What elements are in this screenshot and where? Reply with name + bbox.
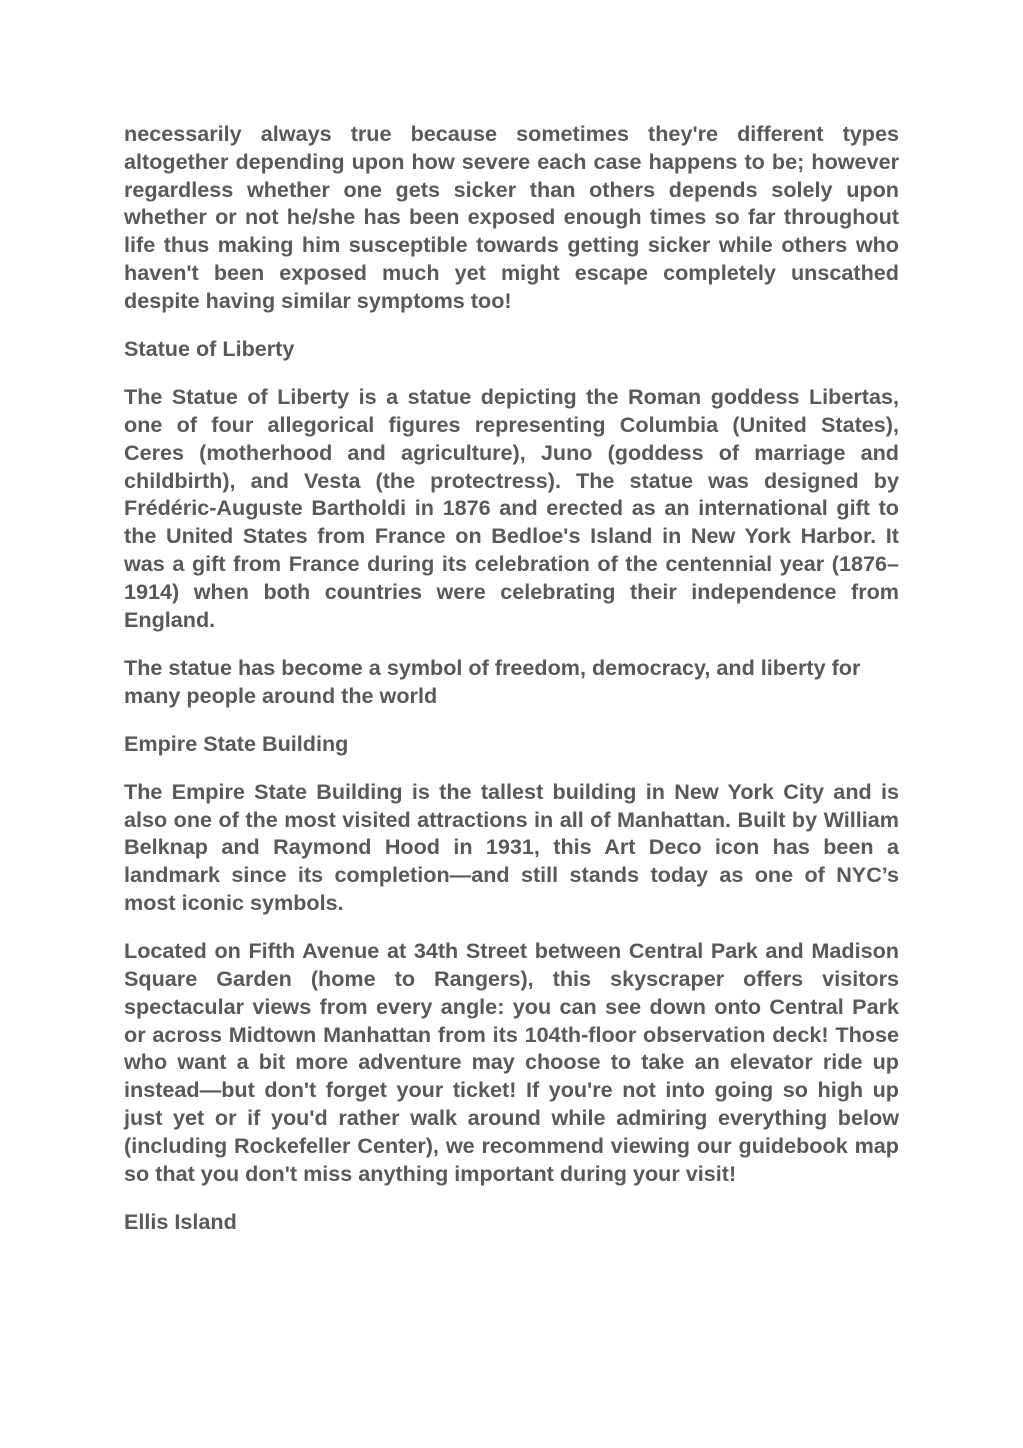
paragraph-intro-continuation: necessarily always true because sometimes they're different types altogether depending upon how severe each case happens to be; however regardless whether one gets sicker than others depends solely upon whether or not he/she has been exposed enough times so far throughout life thus making him susceptible towards getting sicker while others who haven't been exposed much yet might escape completely unscathed despite having similar symptoms too!: [124, 121, 899, 313]
document-page: [124, 120, 899, 1256]
paragraph-statue-of-liberty-symbol: The statue has become a symbol of freedom, democracy, and liberty for many people around the world: [124, 654, 861, 708]
heading-empire-state-building: Empire State Building: [124, 730, 349, 756]
paragraph-empire-state-building-location: Located on Fifth Avenue at 34th Street between Central Park and Madison Square Garden (home to Rangers), this skyscraper offers visitors spectacular views from every angle: you can see down onto Central Park or across Midtown Manhattan from its 104th-floor observation deck! Those who want a bit more adventure may choose to take an elevator ride up instead—but don't forget your ticket! If you're not into going so high up just yet or if you'd rather walk around while admiring everything below (including Rockefeller Center), we recommend viewing our guidebook map so that you don't miss anything important during your visit!: [124, 938, 899, 1186]
paragraph-statue-of-liberty-description: The Statue of Liberty is a statue depicting the Roman goddess Libertas, one of four allegorical figures representing Columbia (United States), Ceres (motherhood and agriculture), Juno (goddess of marriage and childbirth), and Vesta (the protectress). The statue was designed by Frédéric-Auguste Bartholdi in 1876 and erected as an international gift to the United States from France on Bedloe's Island in New York Harbor. It was a gift from France during its celebration of the centennial year (1876–1914) when both countries were celebrating their independence from England.: [124, 384, 899, 632]
paragraph-empire-state-building-description: The Empire State Building is the tallest building in New York City and is also one of the most visited attractions in all of Manhattan. Built by William Belknap and Raymond Hood in 1931, this Art Deco icon has been a landmark since its completion—and still stands today as one of NYC’s most iconic symbols.: [124, 778, 899, 916]
heading-ellis-island: Ellis Island: [124, 1208, 237, 1234]
heading-statue-of-liberty: Statue of Liberty: [124, 335, 295, 361]
